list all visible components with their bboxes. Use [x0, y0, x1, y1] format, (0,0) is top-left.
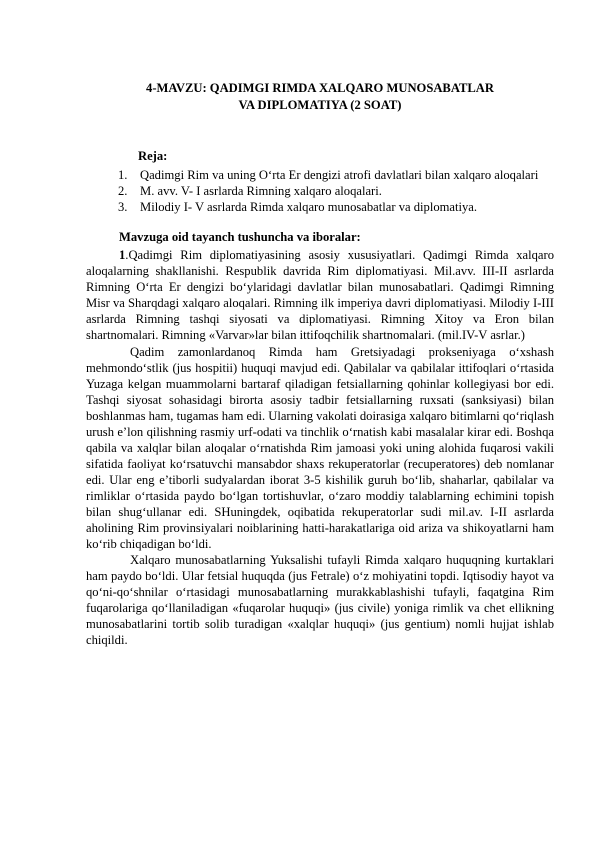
concepts-paragraph-1	[86, 247, 554, 343]
concepts-paragraph-1-text: .Qadimgi Rim diplomatiyasining asosiy xususiyatlari. Qadimgi Rimda xalqaro aloqalarning shakllanishi. Respublik davrida Rim diplomatiyasi. Mil.avv. III-II asrlarda Rimning O‘rta Er dengizi bo‘ylaridagi davlatlar bilan munosabatlari. Qadimgi Rimning Misr va Sharqdagi xalqaro aloqalari. Rimning ilk imperiya davri diplomatiyasi. Milodiy I-III asrlarda Rimning tashqi siyosati va diplomatiyasi. Rimning Xitoy va Eron bilan shartnomalari. Rimning «Varvar»lar bilan ittifoqchilik shartnomalari. (mil.IV-V asrlar.)	[86, 248, 554, 343]
document-title	[86, 80, 554, 113]
plan-item-text: Qadimgi Rim va uning O‘rta Er dengizi atrofi davlatlari bilan xalqaro aloqalari	[140, 168, 539, 183]
plan-item-text: M. avv. V- I asrlarda Rimning xalqaro aloqalari.	[140, 184, 382, 199]
plan-heading: Reja:	[138, 149, 168, 163]
concepts-heading: Mavzuga oid tayanch tushuncha va iboralar:	[119, 230, 361, 245]
title-line-2: VA DIPLOMATIYA (2 SOAT)	[238, 97, 402, 112]
concepts-paragraph-3: Xalqaro munosabatlarning Yuksalishi tufayli Rimda xalqaro huquqning kurtaklari ham paydo bo‘ldi. Ular fetsial huquqda (jus Fetrale) o‘z mohiyatini topdi. Iqtisodiy hayot va qo‘ni-qo‘shnilar o‘rtasidagi munosabatlarning murakkablashishi tufayli, faqatgina Rim fuqarolariga qo‘llaniladigan «fuqarolar huquqi» (jus civile) yoniga rimlik va chet ellikning munosabatlarini tortib solib turadigan «xalqlar huquqi» (jus gentium) nomli hujjat ishlab chiqildi.	[86, 553, 554, 648]
plan-item-number: 2.	[118, 184, 128, 199]
title-line-1: 4-MAVZU: QADIMGI RIMDA XALQARO MUNOSABATLAR	[146, 81, 494, 95]
plan-item-1	[86, 167, 554, 183]
plan-item-text: Milodiy I- V asrlarda Rimda xalqaro munosabatlar va diplomatiya.	[140, 200, 478, 215]
concepts-paragraph-2: Qadim zamonlardanoq Rimda ham Gretsiyadagi prokseniyaga o‘xshash mehmondo‘stlik (jus hospitii) huquqi mavjud edi. Qabilalar va qabilalar ittifoqlari o‘rtasida Yuzaga kelgan muammolarni bartaraf qiladigan fetsiallarning qohinlar kollegiyasi bor edi. Tashqi siyosat sohasidagi birorta asosiy tadbir fetsiallarning ruxsati (sanksiyasi) bilan boshlanmas ham, tugamas ham edi. Ularning vakolati doirasiga xalqaro bitimlarni qo‘riqlash urush e’lon qilishning rasmiy urf-odati va tinchlik o‘rnatish kabi masalalar kirar edi. Boshqa qabila va xalqlar bilan aloqalar o‘rnatishda Rim jamoasi yoki uning alohida fuqarosi vakili sifatida faoliyat ko‘rsatuvchi mansabdor shaxs rekuperatorlar (recuperatores) deb nomlanar edi. Ular eng e’tiborli sudyalardan iborat 3-5 kishilik guruh bo‘lib, shaharlar, qabilalar va rimliklar o‘rtasida paydo bo‘lgan tortishuvlar, o‘zaro moddiy talablarning echimini topish bilan shug‘ullanar edi. SHuningdek, oqibatida rekuperatorlar sudi mil.av. I-II asrlarda aholining Rim provinsiyalari noiblarining hatti-harakatlariga oid ariza va shikoyatlarni ham ko‘rib chiqadigan bo‘ldi.	[86, 344, 554, 552]
document-body	[86, 148, 554, 648]
concepts-number: 1	[119, 248, 126, 263]
plan-item-2	[86, 183, 554, 199]
plan-item-number: 3.	[118, 200, 128, 215]
plan-item-3	[86, 199, 554, 215]
plan-item-number: 1.	[118, 168, 128, 183]
